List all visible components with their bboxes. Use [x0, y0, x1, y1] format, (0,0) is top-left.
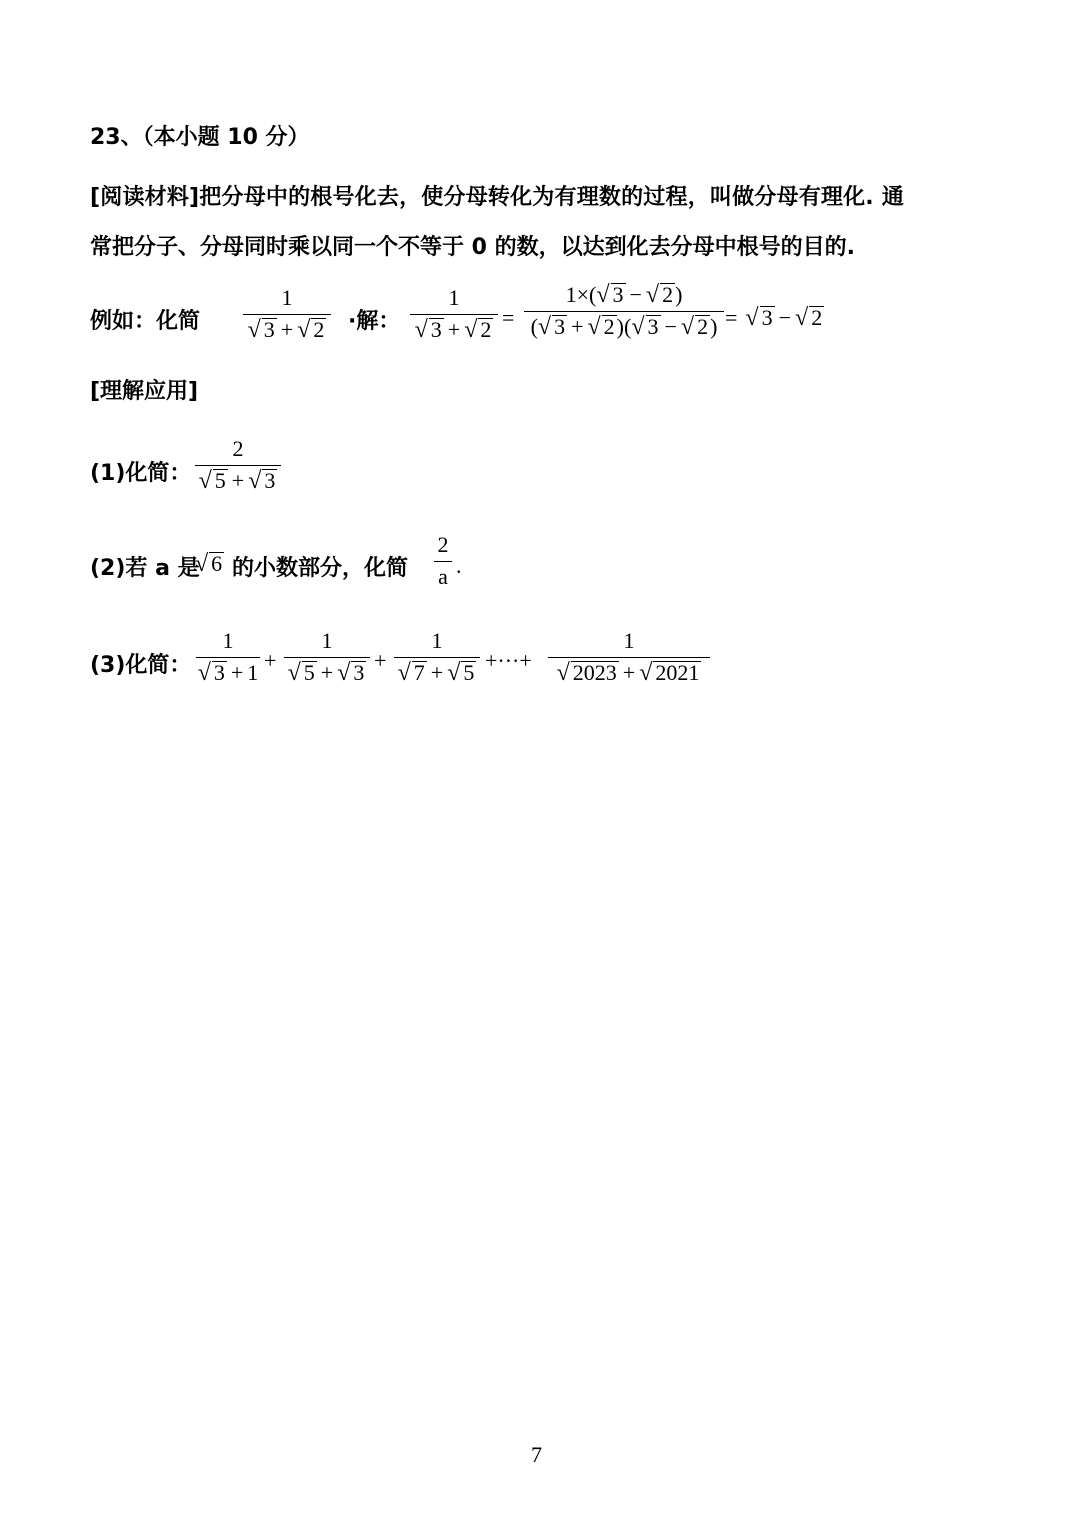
example-numerator: 1 [281, 285, 293, 310]
question-3-label: (3)化简： [90, 653, 192, 678]
solution-fraction-1: 1 √ 3 + √ 2 [410, 285, 498, 343]
question-1-label: (1)化简： [90, 461, 192, 486]
equals-sign-1: = [502, 305, 515, 330]
example-label: 例如：化简 [90, 309, 201, 334]
question-3-term-last: 1 √ 2023 + √ 2021 [548, 628, 710, 686]
question-2-prefix: (2)若 a 是 [90, 556, 200, 581]
question-heading: 23、（本小题 10 分） [90, 125, 310, 150]
question-2-period: . [456, 553, 462, 578]
reading-line-1: [阅读材料]把分母中的根号化去，使分母转化为有理数的过程，叫做分母有理化. 通 [90, 185, 904, 210]
ellipsis: +···+ [485, 648, 532, 673]
question-3-term-3: 1 √ 7 + √ 5 [394, 628, 480, 686]
example-fraction: 1 √ 3 + √ 2 [243, 285, 331, 343]
reading-line-2: 常把分子、分母同时乘以同一个不等于 0 的数，以达到化去分母中根号的目的. [90, 235, 855, 260]
solution-result: = √ 3 − √ 2 [725, 305, 823, 331]
question-3-term-2: 1 √ 5 + √ 3 [284, 628, 370, 686]
section-heading: [理解应用] [90, 379, 199, 404]
page-number: 7 [531, 1442, 542, 1467]
question-1-fraction: 2 √ 5 + √ 3 [195, 436, 281, 494]
question-2-radical: √ 6 [195, 551, 223, 577]
plus-sign: + [264, 648, 277, 673]
solution-label: ·解： [348, 309, 401, 334]
question-2-fraction: 2 a [434, 532, 452, 590]
plus-sign: + [374, 648, 387, 673]
question-2-middle: 的小数部分，化简 [232, 556, 409, 581]
solution-fraction-2: 1×(√ 3 − √ 2) (√ 3 + √ 2)(√ 3 − √ 2) [524, 282, 724, 340]
question-3-term-1: 1 √ 3 + 1 [197, 628, 259, 686]
